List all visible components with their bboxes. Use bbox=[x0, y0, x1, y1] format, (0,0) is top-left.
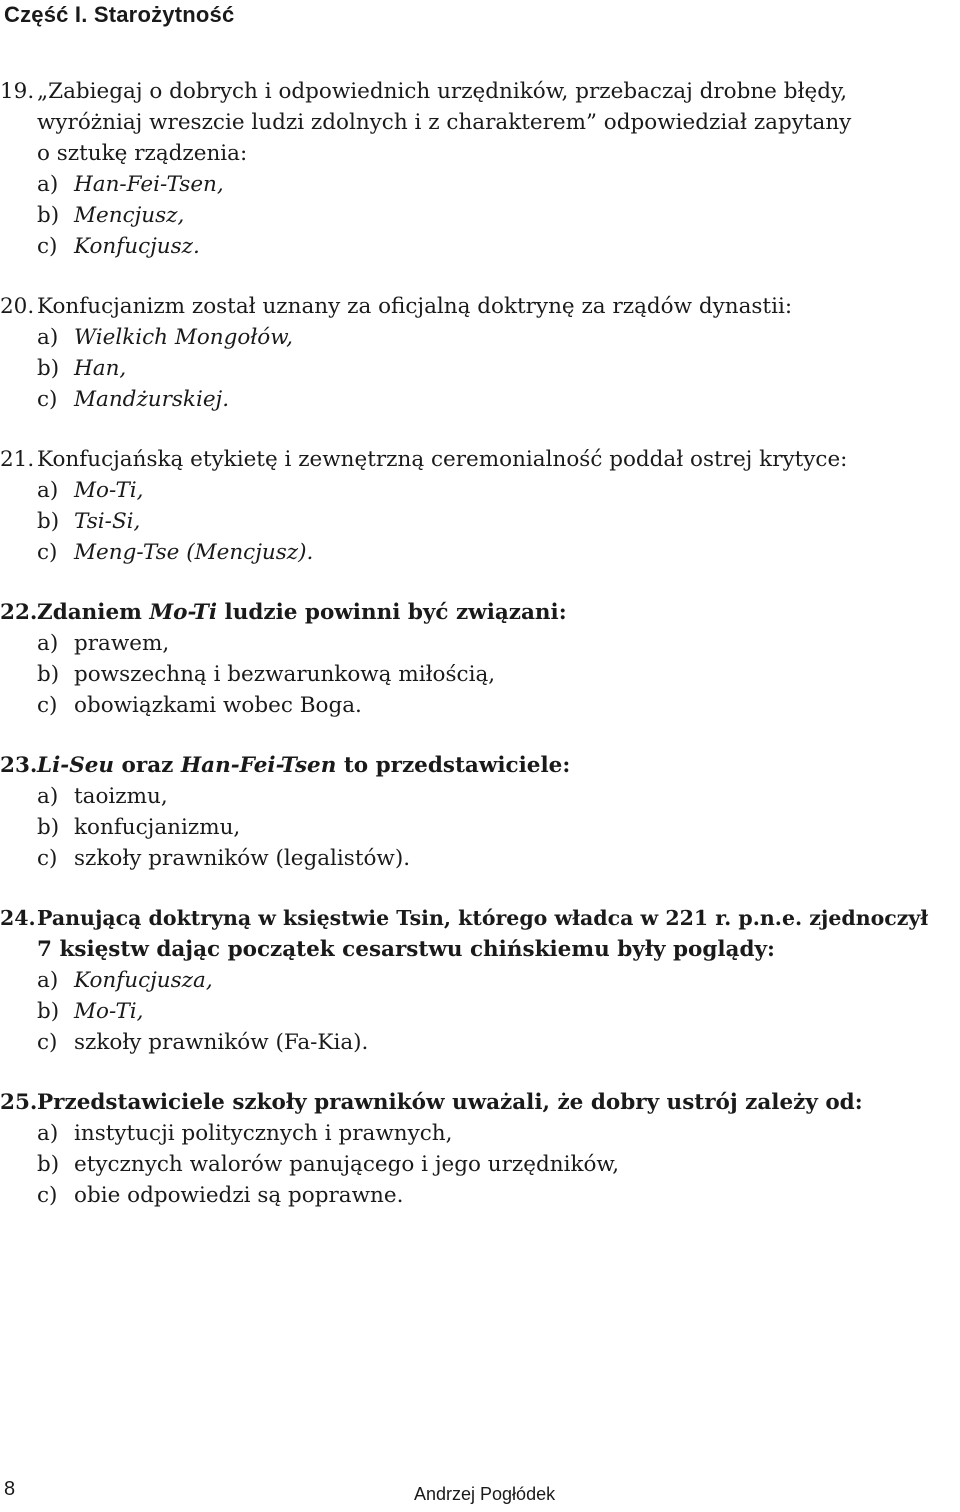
question-20 bbox=[0, 291, 960, 415]
answer-text: Wielkich Mongołów, bbox=[74, 325, 293, 350]
answer-text: obowiązkami wobec Boga. bbox=[74, 693, 362, 718]
question-number: 20. bbox=[0, 294, 35, 319]
question-20-stem bbox=[0, 291, 960, 322]
answer-letter: a) bbox=[37, 631, 59, 656]
answer-option bbox=[0, 781, 960, 812]
answer-text: etycznych walorów panującego i jego urzędników, bbox=[74, 1152, 620, 1177]
answer-letter: b) bbox=[37, 1152, 60, 1177]
question-text: o sztukę rządzenia: bbox=[37, 141, 248, 166]
question-19 bbox=[0, 76, 960, 262]
answer-option bbox=[0, 353, 960, 384]
answer-text: Mencjusz, bbox=[74, 203, 185, 228]
answer-option bbox=[0, 1027, 960, 1058]
question-19-stem-line-2 bbox=[0, 107, 960, 138]
answer-text: Han, bbox=[74, 356, 127, 381]
question-number: 22. bbox=[0, 600, 38, 625]
question-number: 23. bbox=[0, 753, 38, 778]
answer-text: Konfucjusz. bbox=[74, 234, 200, 259]
question-text-italic: Li-Seu bbox=[37, 753, 115, 778]
question-19-stem-line-1 bbox=[0, 76, 960, 107]
question-text: Konfucjanizm został uznany za oficjalną doktrynę za rządów dynastii: bbox=[37, 294, 793, 319]
answer-option bbox=[0, 659, 960, 690]
question-text: 7 księstw dając początek cesarstwu chińskiemu były poglądy: bbox=[37, 937, 775, 962]
answer-text: Meng-Tse (Mencjusz). bbox=[74, 540, 314, 565]
answer-option bbox=[0, 1180, 960, 1211]
answer-letter: c) bbox=[37, 234, 58, 259]
question-23-stem bbox=[0, 750, 960, 781]
answer-option bbox=[0, 506, 960, 537]
answer-text: prawem, bbox=[74, 631, 170, 656]
answer-text: konfucjanizmu, bbox=[74, 815, 241, 840]
question-text: Przedstawiciele szkoły prawników uważali, że dobry ustrój zależy od: bbox=[37, 1090, 863, 1115]
answer-option bbox=[0, 843, 960, 874]
question-text: Zdaniem bbox=[37, 600, 150, 625]
answer-letter: b) bbox=[37, 509, 60, 534]
answer-text: szkoły prawników (Fa-Kia). bbox=[74, 1030, 369, 1055]
answer-letter: a) bbox=[37, 1121, 59, 1146]
question-21-stem bbox=[0, 444, 960, 475]
question-text: Panującą doktryną w księstwie Tsin, którego władca w 221 r. p.n.e. zjednoczył bbox=[37, 906, 929, 930]
answer-text: Tsi-Si, bbox=[74, 509, 141, 534]
answer-option bbox=[0, 690, 960, 721]
question-text: „Zabiegaj o dobrych i odpowiednich urzędników, przebaczaj drobne błędy, bbox=[37, 79, 848, 104]
answer-letter: a) bbox=[37, 478, 59, 503]
answer-letter: a) bbox=[37, 325, 59, 350]
question-24-stem-line-2 bbox=[0, 934, 960, 965]
answer-option bbox=[0, 537, 960, 568]
question-number: 25. bbox=[0, 1090, 38, 1115]
answer-letter: a) bbox=[37, 172, 59, 197]
answer-letter: b) bbox=[37, 356, 60, 381]
question-22-stem bbox=[0, 597, 960, 628]
question-21 bbox=[0, 444, 960, 568]
answer-text: szkoły prawników (legalistów). bbox=[74, 846, 411, 871]
answer-letter: c) bbox=[37, 387, 58, 412]
answer-text: powszechną i bezwarunkową miłością, bbox=[74, 662, 496, 687]
answer-text: Mo-Ti, bbox=[74, 999, 144, 1024]
answer-letter: b) bbox=[37, 815, 60, 840]
question-number: 19. bbox=[0, 79, 35, 104]
question-25 bbox=[0, 1087, 960, 1211]
answer-option bbox=[0, 322, 960, 353]
answer-text: Han-Fei-Tsen, bbox=[74, 172, 224, 197]
question-text: ludzie powinni być związani: bbox=[217, 600, 567, 625]
question-19-stem-line-3 bbox=[0, 138, 960, 169]
answer-letter: b) bbox=[37, 662, 60, 687]
answer-text: Mo-Ti, bbox=[74, 478, 144, 503]
answer-option bbox=[0, 475, 960, 506]
question-text: oraz bbox=[114, 753, 181, 778]
question-number: 21. bbox=[0, 447, 35, 472]
question-text: Konfucjańską etykietę i zewnętrzną ceremonialność poddał ostrej krytyce: bbox=[37, 447, 848, 472]
question-25-stem bbox=[0, 1087, 960, 1118]
page-number: 8 bbox=[4, 1478, 16, 1500]
answer-text: Mandżurskiej. bbox=[74, 387, 230, 412]
question-text: to przedstawiciele: bbox=[336, 753, 571, 778]
answer-text: instytucji politycznych i prawnych, bbox=[74, 1121, 453, 1146]
answer-option bbox=[0, 1118, 960, 1149]
answer-option bbox=[0, 812, 960, 843]
answer-letter: b) bbox=[37, 203, 60, 228]
quiz-content bbox=[0, 76, 960, 1240]
question-24-stem-line-1 bbox=[0, 903, 960, 934]
answer-option bbox=[0, 384, 960, 415]
answer-option bbox=[0, 231, 960, 262]
answer-option bbox=[0, 169, 960, 200]
answer-letter: a) bbox=[37, 968, 59, 993]
question-23 bbox=[0, 750, 960, 874]
question-24 bbox=[0, 903, 960, 1058]
answer-text: taoizmu, bbox=[74, 784, 168, 809]
answer-letter: a) bbox=[37, 784, 59, 809]
question-text-italic: Han-Fei-Tsen bbox=[180, 753, 337, 778]
answer-option bbox=[0, 1149, 960, 1180]
answer-option bbox=[0, 965, 960, 996]
question-22 bbox=[0, 597, 960, 721]
question-number: 24. bbox=[0, 906, 36, 930]
answer-text: Konfucjusza, bbox=[74, 968, 213, 993]
answer-text: obie odpowiedzi są poprawne. bbox=[74, 1183, 404, 1208]
answer-letter: c) bbox=[37, 1183, 58, 1208]
question-text-italic: Mo-Ti bbox=[149, 600, 218, 625]
answer-letter: c) bbox=[37, 693, 58, 718]
answer-letter: c) bbox=[37, 1030, 58, 1055]
question-text: wyróżniaj wreszcie ludzi zdolnych i z charakterem” odpowiedział zapytany bbox=[37, 110, 852, 135]
answer-letter: c) bbox=[37, 540, 58, 565]
answer-letter: c) bbox=[37, 846, 58, 871]
answer-option bbox=[0, 200, 960, 231]
answer-option bbox=[0, 996, 960, 1027]
answer-option bbox=[0, 628, 960, 659]
page-header: Część I. Starożytność bbox=[4, 2, 235, 27]
footer-author: Andrzej Pogłódek bbox=[414, 1484, 556, 1504]
answer-letter: b) bbox=[37, 999, 60, 1024]
